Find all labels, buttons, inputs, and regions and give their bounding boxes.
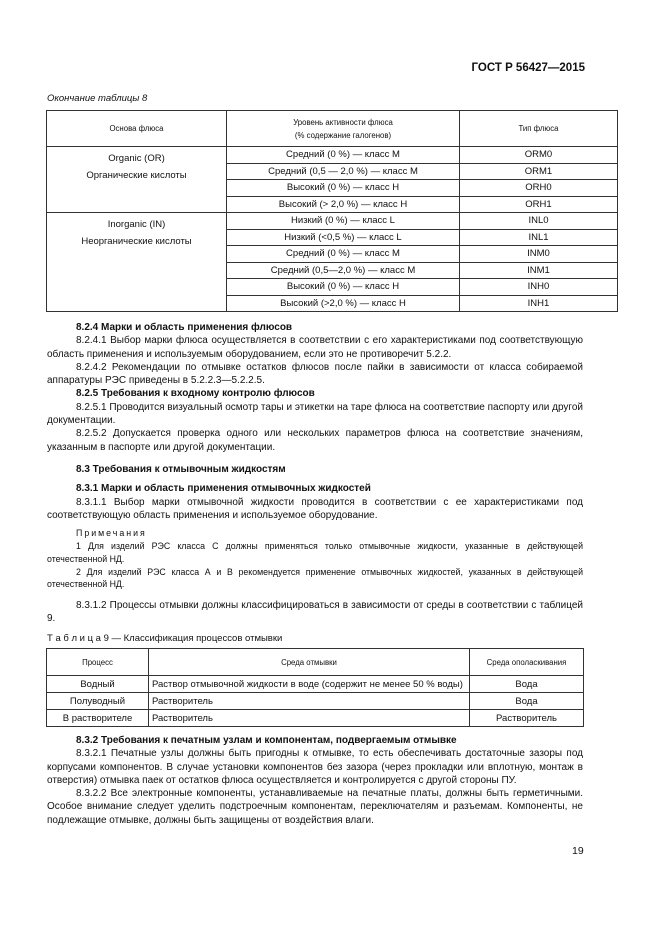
type-cell: INL1 bbox=[460, 229, 618, 246]
cleaning-medium-cell: Растворитель bbox=[149, 693, 470, 710]
heading-8-3-1: 8.3.1 Марки и область применения отмывочных жидкостей bbox=[76, 483, 371, 495]
table-header-row bbox=[47, 111, 618, 147]
table-8-caption: Окончание таблицы 8 bbox=[47, 93, 148, 104]
type-cell: ORM1 bbox=[460, 163, 618, 180]
paragraph-8-3-2-2: 8.3.2.2 Все электронные компоненты, устанавливаемые на печатные платы, должны быть герметичными. Особое внимание следует уделить подстроечным компонентам, переключателям и разъемам. Компоненты, не подлежащие отмывке, должны быть защищены от воздействия влаги. bbox=[47, 788, 583, 826]
section-8-2-4-text bbox=[47, 321, 583, 454]
paragraph-8-3-2-1: 8.3.2.1 Печатные узлы должны быть пригодны к отмывке, то есть обеспечивать достаточные зазоры под корпусами компонентов. В случае установки компонентов без зазора (через прокладки или вплотную, монтаж в отверстия) отмывка паек от остатков флюса осуществляется и контролируется с другой стороны ПУ. bbox=[47, 748, 583, 786]
process-cell: Водный bbox=[47, 676, 149, 693]
rinsing-medium-cell: Растворитель bbox=[470, 710, 584, 727]
organic-group-cell: Organic (OR) Органические кислоты bbox=[47, 147, 227, 213]
table-row bbox=[47, 710, 584, 727]
note-2: 2 Для изделий РЭС класса А и В рекомендуется применение отмывочных жидкостей, указанных в действующей отечественной НД. bbox=[47, 566, 583, 590]
process-cell: В растворителе bbox=[47, 710, 149, 727]
paragraph-8-2-5-1: 8.2.5.1 Проводится визуальный осмотр тары и этикетки на таре флюса на соответствие паспорту или другой документации. bbox=[47, 401, 583, 427]
heading-8-2-4: 8.2.4 Марки и область применения флюсов bbox=[76, 322, 293, 333]
table-9-caption: Т а б л и ц а 9 — Классификация процессов отмывки bbox=[47, 633, 283, 645]
type-cell: INM1 bbox=[460, 262, 618, 279]
cleaning-medium-cell: Растворитель bbox=[149, 710, 470, 727]
table-row bbox=[47, 147, 618, 164]
type-cell: ORH1 bbox=[460, 196, 618, 213]
heading-8-3: 8.3 Требования к отмывочным жидкостям bbox=[76, 464, 286, 475]
header-cleaning-medium: Среда отмывки bbox=[149, 649, 470, 676]
paragraph-8-2-5-2: 8.2.5.2 Допускается проверка одного или нескольких параметров флюса на соответствие значениям, указанным в паспорте или другой документации. bbox=[47, 428, 583, 453]
note-1: 1 Для изделий РЭС класса С должны применяться только отмывочные жидкости, указанные в действующей отечественной НД. bbox=[47, 541, 583, 565]
heading-8-3-2: 8.3.2 Требования к печатным узлам и компонентам, подвергаемым отмывке bbox=[76, 735, 457, 746]
type-cell: ORM0 bbox=[460, 147, 618, 164]
type-cell: INM0 bbox=[460, 246, 618, 263]
activity-cell: Средний (0,5 — 2,0 %) — класс M bbox=[227, 163, 460, 180]
type-cell: INH1 bbox=[460, 295, 618, 312]
paragraph-8-3-1-2: 8.3.1.2 Процессы отмывки должны классифицироваться в зависимости от среды в соответствии с таблицей 9. bbox=[47, 599, 583, 625]
table-row bbox=[47, 213, 618, 230]
table-row bbox=[47, 676, 584, 693]
header-activity-level: Уровень активности флюса (% содержание галогенов) bbox=[227, 111, 460, 147]
type-cell: INH0 bbox=[460, 279, 618, 296]
paragraph-8-3-1-1: 8.3.1.1 Выбор марки отмывочной жидкости проводится в соответствии с ее характеристиками под соответствующую область применения и используемое оборудование. bbox=[47, 496, 583, 521]
page-number: 19 bbox=[572, 845, 584, 857]
cleaning-process-table bbox=[46, 648, 584, 727]
paragraph-8-2-4-1: 8.2.4.1 Выбор марки флюса осуществляется в соответствии с его характеристиками под соответствующую область применения и используемым оборудованием, если это не противоречит 5.2.2. bbox=[47, 335, 583, 360]
header-rinsing-medium: Среда ополаскивания bbox=[470, 649, 584, 676]
activity-cell: Высокий (0 %) — класс H bbox=[227, 279, 460, 296]
activity-cell: Низкий (<0,5 %) — класс L bbox=[227, 229, 460, 246]
activity-cell: Высокий (0 %) — класс H bbox=[227, 180, 460, 197]
section-8-3-2-text bbox=[47, 734, 583, 827]
paragraph-8-2-4-2: 8.2.4.2 Рекомендации по отмывке остатков флюсов после пайки в зависимости от класса собираемой аппаратуры РЭС приведены в 5.2.2.3—5.2.2.5. bbox=[47, 361, 583, 387]
cleaning-medium-cell: Раствор отмывочной жидкости в воде (содержит не менее 50 % воды) bbox=[149, 676, 470, 693]
rinsing-medium-cell: Вода bbox=[470, 693, 584, 710]
header-flux-base: Основа флюса bbox=[47, 111, 227, 147]
activity-cell: Средний (0 %) — класс M bbox=[227, 147, 460, 164]
activity-cell: Высокий (>2,0 %) — класс H bbox=[227, 295, 460, 312]
activity-cell: Высокий (> 2,0 %) — класс H bbox=[227, 196, 460, 213]
process-cell: Полуводный bbox=[47, 693, 149, 710]
notes-title: Примечания bbox=[76, 528, 147, 539]
header-flux-type: Тип флюса bbox=[460, 111, 618, 147]
table-row bbox=[47, 693, 584, 710]
section-8-3-text bbox=[47, 463, 583, 646]
type-cell: ORH0 bbox=[460, 180, 618, 197]
activity-cell: Низкий (0 %) — класс L bbox=[227, 213, 460, 230]
heading-8-2-5: 8.2.5 Требования к входному контролю флюсов bbox=[76, 388, 315, 400]
type-cell: INL0 bbox=[460, 213, 618, 230]
inorganic-group-cell: Inorganic (IN) Неорганические кислоты bbox=[47, 213, 227, 312]
activity-cell: Средний (0 %) — класс M bbox=[227, 246, 460, 263]
flux-classification-table bbox=[46, 110, 618, 312]
rinsing-medium-cell: Вода bbox=[470, 676, 584, 693]
activity-cell: Средний (0,5—2,0 %) — класс M bbox=[227, 262, 460, 279]
standard-number: ГОСТ Р 56427—2015 bbox=[471, 62, 585, 74]
table-header-row bbox=[47, 649, 584, 676]
header-process: Процесс bbox=[47, 649, 149, 676]
